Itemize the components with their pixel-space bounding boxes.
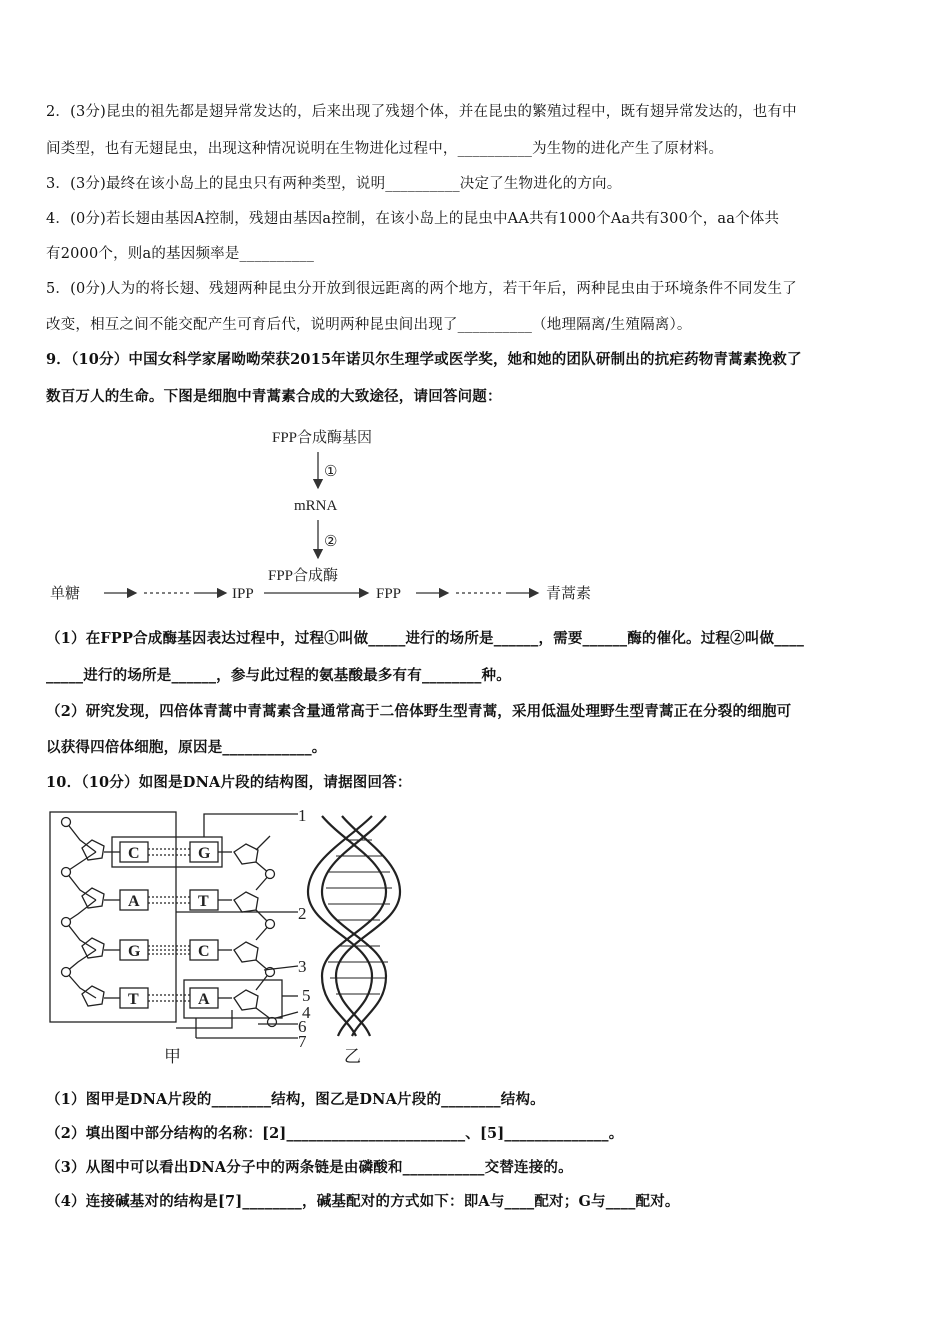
- artemisinin-label: 青蒿素: [546, 586, 592, 602]
- question-9-line-1: 9．（10分）中国女科学家屠呦呦荣获2015年诺贝尔生理学或医学奖，她和她的团队研制出的抗疟药物青蒿素挽救了: [46, 351, 802, 368]
- right-base-4: A: [198, 991, 210, 1008]
- question-9-1-line-1: （1）在FPP合成酶基因表达过程中，过程①叫做_____进行的场所是______，需要______酶的催化。过程②叫做____: [46, 630, 805, 647]
- step-2-label: ②: [324, 534, 338, 550]
- label-1: 1: [298, 806, 307, 825]
- question-9-line-2: 数百万人的生命。下图是细胞中青蒿素合成的大致途径，请回答问题：: [46, 388, 502, 405]
- fpp-label: FPP: [376, 586, 402, 602]
- step-1-label: ①: [324, 464, 338, 480]
- left-base-4: T: [128, 991, 139, 1008]
- left-base-1: C: [128, 845, 140, 862]
- fpp-synthase-label: FPP合成酶: [268, 568, 339, 584]
- caption-jia: 甲: [164, 1047, 181, 1066]
- monosaccharide-label: 单糖: [50, 586, 81, 602]
- question-9-1-line-2: _____进行的场所是______，参与此过程的氨基酸最多有有________种。: [46, 667, 511, 684]
- question-10-3: （3）从图中可以看出DNA分子中的两条链是由磷酸和___________交替连接的。: [46, 1159, 573, 1176]
- question-5-line-2: 改变，相互之间不能交配产生可育后代，说明两种昆虫间出现了__________（地理隔离/生殖隔离）。: [46, 317, 692, 333]
- question-9-2-line-1: （2）研究发现，四倍体青蒿中青蒿素含量通常高于二倍体野生型青蒿，采用低温处理野生型青蒿正在分裂的细胞可: [46, 703, 792, 720]
- label-7: 7: [298, 1032, 307, 1051]
- label-4: 4: [302, 1003, 311, 1022]
- caption-yi: 乙: [344, 1047, 361, 1066]
- question-3: 3．(3分)最终在该小岛上的昆虫只有两种类型，说明__________决定了生物进化的方向。: [46, 176, 622, 192]
- left-base-2: A: [128, 893, 140, 910]
- label-3: 3: [298, 957, 307, 976]
- question-2-line-1: 2．(3分)昆虫的祖先都是翅异常发达的，后来出现了残翅个体，并在昆虫的繁殖过程中，既有翅异常发达的，也有中: [46, 104, 797, 120]
- ipp-label: IPP: [232, 586, 254, 602]
- question-10: 10．（10分）如图是DNA片段的结构图，请据图回答：: [46, 774, 412, 791]
- question-10-1: （1）图甲是DNA片段的________结构，图乙是DNA片段的________结构。: [46, 1091, 545, 1108]
- label-5: 5: [302, 986, 311, 1005]
- right-base-2: T: [198, 893, 209, 910]
- left-base-3: G: [128, 943, 141, 960]
- label-6: 6: [298, 1017, 307, 1036]
- right-base-3: C: [198, 943, 210, 960]
- question-9-2-line-2: 以获得四倍体细胞，原因是____________。: [46, 739, 327, 756]
- question-4-line-2: 有2000个，则a的基因频率是__________: [46, 246, 315, 262]
- artemisinin-pathway-diagram: [46, 420, 626, 620]
- right-base-1: G: [198, 845, 211, 862]
- mrna-label: mRNA: [294, 498, 338, 514]
- question-4-line-1: 4．(0分)若长翅由基因A控制，残翅由基因a控制，在该小岛上的昆虫中AA共有1000个Aa共有300个，aa个体共: [46, 211, 780, 227]
- fpp-synthase-gene-label: FPP合成酶基因: [272, 430, 373, 446]
- frame-jia: [50, 812, 176, 1022]
- label-2: 2: [298, 904, 307, 923]
- question-10-4: （4）连接碱基对的结构是[7]________，碱基配对的方式如下：即A与____配对；G与____配对。: [46, 1193, 680, 1210]
- question-10-2: （2）填出图中部分结构的名称：[2]________________________、[5]______________。: [46, 1125, 624, 1142]
- question-5-line-1: 5．(0分)人为的将长翅、残翅两种昆虫分开放到很远距离的两个地方，若干年后，两种昆虫由于环境条件不同发生了: [46, 281, 797, 297]
- question-2-line-2: 间类型，也有无翅昆虫，出现这种情况说明在生物进化过程中，__________为生物的进化产生了原材料。: [46, 141, 724, 157]
- dna-structure-diagram: [46, 800, 426, 1070]
